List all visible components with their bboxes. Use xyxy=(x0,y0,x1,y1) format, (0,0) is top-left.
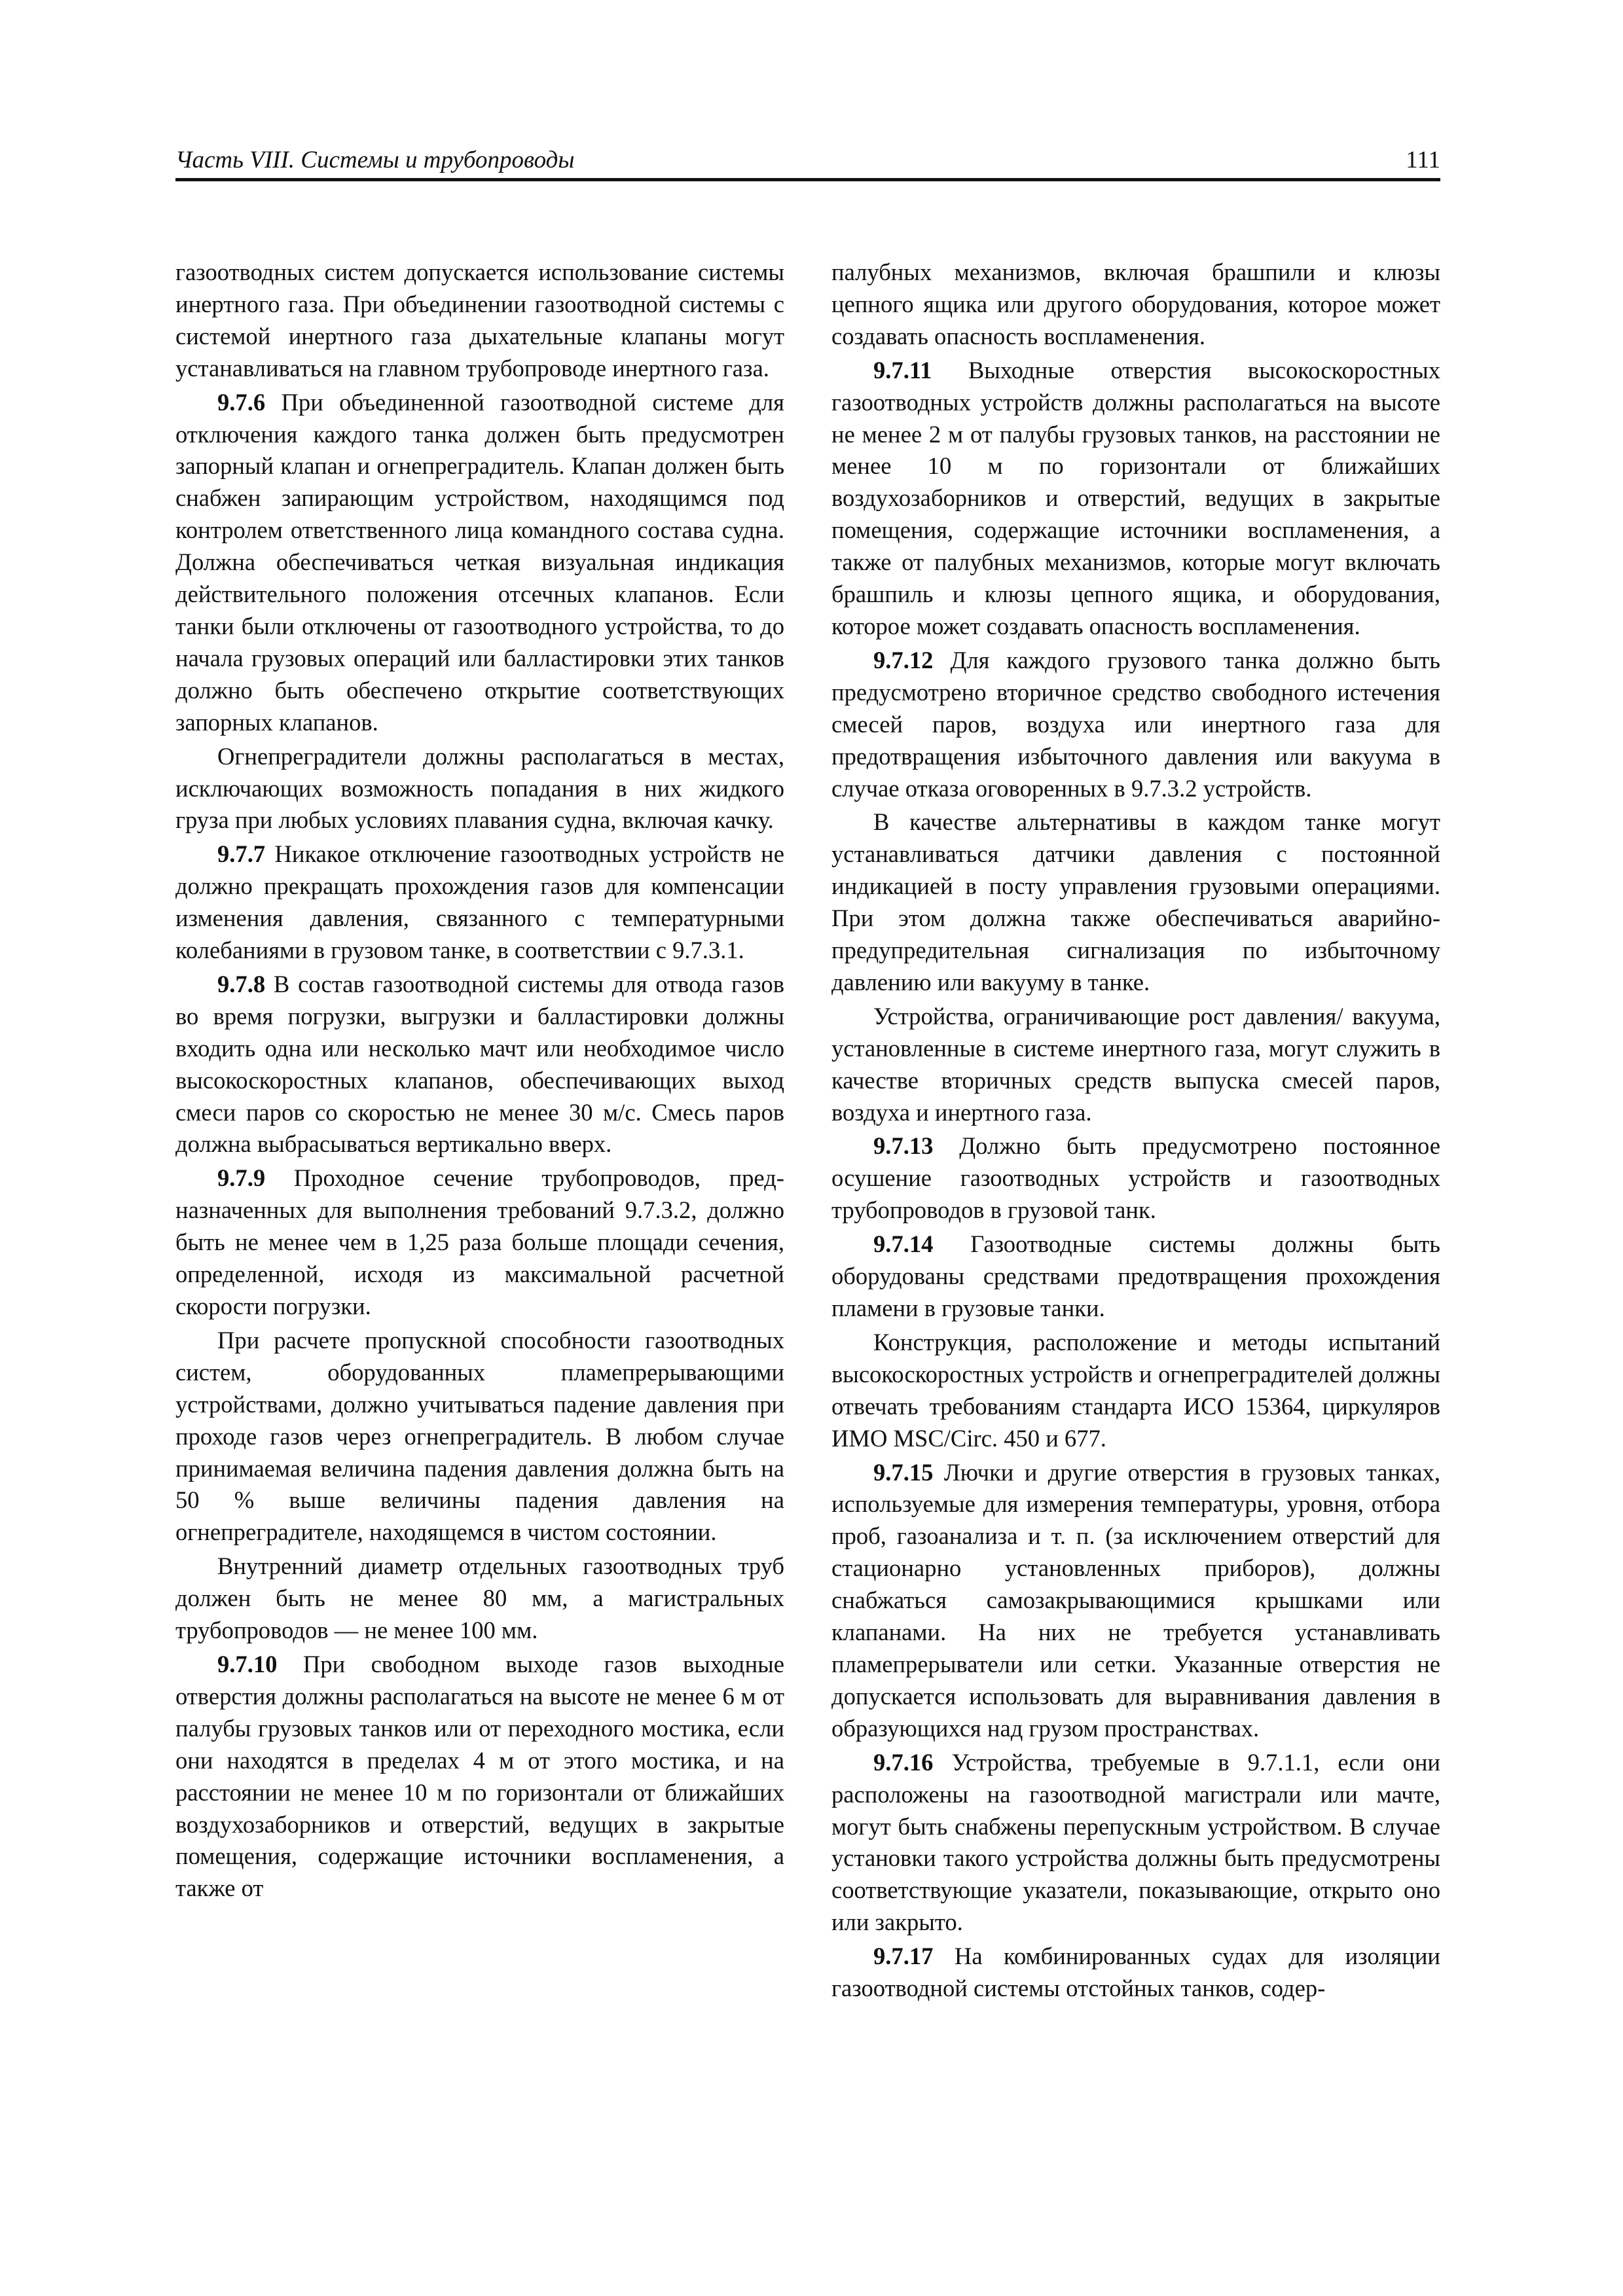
paragraph: 9.7.9 Проходное сечение трубопроводов, предназначенных для выполнения требований 9.7.3.2, должно быть не менее чем в 1,25 раза больше площади сечения, определенной, исходя из максимальной расчетной скорости погрузки. xyxy=(175,1164,784,1319)
paragraph: Конструкция, расположение и методы испытаний высокоскоростных устройств и огнепреградителей должны отвечать требованиям стандарта ИСО 15364, циркуляров ИМО MSC/Circ. 450 и 677. xyxy=(831,1328,1440,1452)
paragraph: Устройства, ограничивающие рост давления/ вакуума, установленные в системе инертного газа, могут служить в качестве вторичных средств выпуска смесей паров, воздуха и инертного газа. xyxy=(831,1002,1440,1126)
paragraph: 9.7.11 Выходные отверстия высокоскоростных газоотводных устройств должны располагаться на высоте не менее 2 м от палубы грузовых танков, на расстоянии не менее 10 м по горизонтали от ближайших воздухозаборников и отверстий, ведущих в закрытые помещения, содержащие источники воспламенения, а также от палубных механизмов, которые могут включать брашпиль и клюзы цепного ящика, и оборудования, которое может создавать опасность воспламенения. xyxy=(831,356,1440,639)
running-header xyxy=(175,145,1440,181)
left-column xyxy=(175,257,784,1905)
paragraph: 9.7.15 Лючки и другие отверстия в грузовых танках, используемые для измерения температуры, уровня, отбора проб, газоанализа и т. п. (за исключением отверстий для стационарно установленных приборов), должны снабжаться самозакрывающимися крышками или клапанами. На них не требуется устанавливать пламепрерыватели или сетки. Указанные отверстия не допускается использовать для выравнивания давления в образующихся над грузом пространствах. xyxy=(831,1458,1440,1742)
running-title: Часть VIII. Системы и трубопроводы xyxy=(175,147,575,173)
clause-number: 9.7.13 xyxy=(873,1132,934,1160)
paragraph: 9.7.12 Для каждого грузового танка должно быть предусмотрено вторичное средство свободного истечения смесей паров, воздуха или инертного газа для предотвращения избыточного давления или вакуума в случае отказа оговоренных в 9.7.3.2 устройств. xyxy=(831,646,1440,802)
paragraph: 9.7.14 Газоотводные системы должны быть оборудованы средствами предотвращения прохождения пламени в грузовые танки. xyxy=(831,1230,1440,1321)
paragraph: газоотводных систем допускается использование системы инертного газа. При объединении газоотводной системы с системой инертного газа дыхательные клапаны могут устанавливаться на главном трубопроводе инертного газа. xyxy=(175,259,784,382)
paragraph: 9.7.10 При свободном выходе газов выходные отверстия должны располагаться на высоте не менее 6 м от палубы грузовых танков или от переходного мостика, если они находятся в пределах 4 м от этого мостика, и на расстоянии не менее 10 м по горизонтали от ближайших воздухозаборников и отверстий, ведущих в закрытые помещения, содержащие источники воспламенения, а также от xyxy=(175,1650,784,1902)
paragraph: При расчете пропускной способности газоотводных систем, оборудованных пламепрерывающими устройствами, должно учитываться падение давления при проходе газов через огнепреградитель. В любом случае принимаемая величина падения давления должна быть на 50 % выше величины падения давления на огнепреградителе, находящемся в чистом состоянии. xyxy=(175,1326,784,1546)
paragraph: палубных механизмов, включая брашпили и клюзы цепного ящика или другого оборудования, которое может создавать опасность воспламенения. xyxy=(831,259,1440,350)
clause-number: 9.7.9 xyxy=(217,1164,266,1192)
clause-number: 9.7.17 xyxy=(873,1943,934,1970)
paragraph: 9.7.17 На комбинированных судах для изоляции газоотводной системы отстойных танков, содер- xyxy=(831,1943,1440,2002)
paragraph: 9.7.8 В состав газоотводной системы для отвода газов во время погрузки, выгрузки и балластировки должны входить одна или несколько мачт или необходимое число высокоскоростных клапанов, обеспечивающих выход смеси паров со скоростью не менее 30 м/с. Смесь паров должна выбрасываться вертикально вверх. xyxy=(175,970,784,1158)
page-number: 111 xyxy=(1406,147,1440,173)
clause-number: 9.7.11 xyxy=(873,356,932,384)
clause-number: 9.7.16 xyxy=(873,1748,934,1776)
clause-number: 9.7.8 xyxy=(217,970,266,997)
paragraph: 9.7.16 Устройства, требуемые в 9.7.1.1, если они расположены на газоотводной магистрали или мачте, могут быть снабжены перепускным устройством. В случае установки такого устройства должны быть предусмотрены соответствующие указатели, показывающие, открыто оно или закрыто. xyxy=(831,1748,1440,1936)
right-column xyxy=(831,257,1440,2005)
paragraph: Внутренний диаметр отдельных газоотводных труб должен быть не менее 80 мм, а магистральных трубопроводов — не менее 100 мм. xyxy=(175,1552,784,1644)
paragraph: 9.7.6 При объединенной газоотводной системе для отключения каждого танка должен быть предусмотрен запорный клапан и огнепреградитель. Клапан должен быть снабжен запирающим устройством, находящимся под контролем ответственного лица командного состава судна. Должна обеспечиваться четкая визуальная индикация действительного положения отсечных клапанов. Если танки были отключены от газоотводного устройства, то до начала грузовых операций или балластировки этих танков должно быть обеспечено открытие соответствующих запорных клапанов. xyxy=(175,388,784,736)
clause-number: 9.7.10 xyxy=(217,1650,278,1677)
paragraph: 9.7.7 Никакое отключение газоотводных устройств не должно прекращать прохождения газов для компенсации изменения давления, связанного с температурными колебаниями в грузовом танке, в соответствии с 9.7.3.1. xyxy=(175,840,784,964)
clause-number: 9.7.12 xyxy=(873,646,934,673)
clause-number: 9.7.15 xyxy=(873,1458,934,1486)
clause-number: 9.7.6 xyxy=(217,388,266,416)
paragraph: Огнепреградители должны располагаться в местах, исключающих возможность попадания в них жидкого груза при любых условиях плавания судна, включая качку. xyxy=(175,742,784,834)
paragraph: В качестве альтернативы в каждом танке могут устанавливаться датчики давления с постоянной индикацией в посту управления грузовыми операциями. При этом должна также обеспечиваться аварийно-предупредительная сигнализация по избыточному давлению или вакууму в танке. xyxy=(831,808,1440,996)
clause-number: 9.7.7 xyxy=(217,840,266,868)
clause-number: 9.7.14 xyxy=(873,1230,934,1258)
paragraph: 9.7.13 Должно быть предусмотрено постоянное осушение газоотводных устройств и газоотводных трубопроводов в грузовой танк. xyxy=(831,1132,1440,1224)
